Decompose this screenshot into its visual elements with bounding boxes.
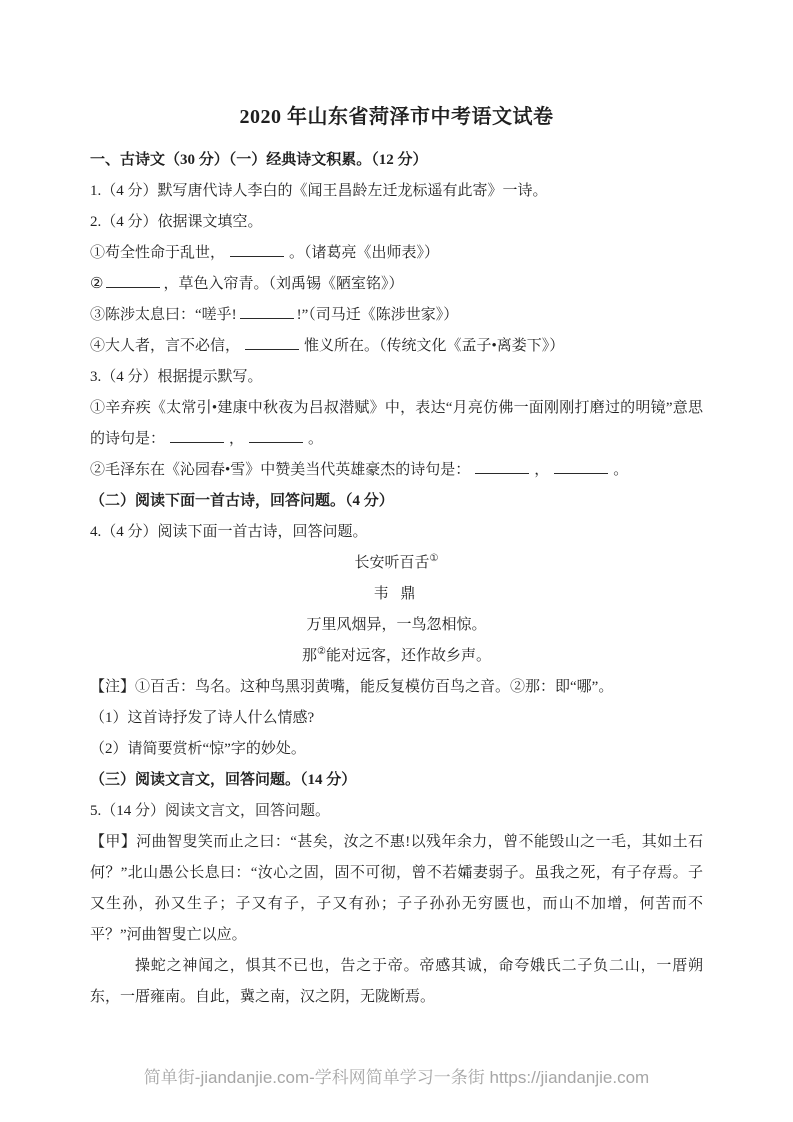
answer-blank — [106, 272, 160, 288]
text-segment: 能对远客，还作故乡声。 — [325, 648, 491, 664]
answer-blank — [249, 427, 303, 443]
answer-blank — [245, 334, 299, 350]
text-segment: 。（诸葛亮《出师表》） — [289, 245, 440, 261]
q3-stem: 3.（4 分）根据提示默写。 — [90, 369, 263, 385]
q4-sub-question-2: （2）请简要赏析“惊”字的妙处。 — [90, 741, 306, 757]
text-segment: ①苟全性命于乱世， — [90, 245, 226, 261]
footer-watermark: 简单街-jiandanjie.com-学科网简单学习一条街 https://jiandanjie.com — [143, 1068, 650, 1087]
text-segment: ， — [534, 462, 550, 478]
q2-item-1 — [90, 238, 703, 269]
poem-title — [90, 548, 703, 579]
doc-title: 2020 年山东省菏泽市中考语文试卷 — [239, 106, 554, 128]
q5-passage-2: 操蛇之神闻之，惧其不已也，告之于帝。帝感其诚，命夸娥氏二子负二山，一厝朔东，一厝雍南。自此，冀之南，汉之阴，无陇断焉。 — [90, 958, 703, 1005]
poem-line-2 — [90, 641, 703, 672]
answer-blank — [475, 458, 529, 474]
text-segment: ①辛弃疾《太常引•建康中秋夜为吕叔潜赋》中，表达“月亮仿佛一面刚刚打磨过的明镜”意思的诗句是： — [90, 400, 703, 447]
poem-title-text: 长安听百舌 — [354, 555, 430, 571]
footnote-marker: ② — [317, 646, 326, 657]
q3-item-2 — [90, 455, 703, 486]
section-1-heading: 一、古诗文（30 分）（一）经典诗文积累。（12 分） — [90, 152, 428, 168]
text-segment: ② — [90, 276, 104, 292]
section-3-heading: （三）阅读文言文，回答问题。（14 分） — [90, 772, 357, 788]
q2-item-3 — [90, 300, 703, 331]
text-segment: ②毛泽东在《沁园春•雪》中赞美当代英雄豪杰的诗句是： — [90, 462, 471, 478]
answer-blank — [240, 303, 294, 319]
text-segment: ，草色入帘青。（刘禹锡《陋室铭》） — [163, 276, 404, 292]
q5-stem: 5.（14 分）阅读文言文，回答问题。 — [90, 803, 331, 819]
text-segment: ， — [229, 431, 245, 447]
q4-sub-question-1: （1）这首诗抒发了诗人什么情感? — [90, 710, 315, 726]
poem-author: 韦 鼎 — [373, 586, 420, 602]
q5-passage-1: 【甲】河曲智叟笑而止之曰：“甚矣，汝之不惠!以残年余力，曾不能毁山之一毛，其如土石何？”北山愚公长息曰：“汝心之固，固不可彻，曾不若孀妻弱子。虽我之死，有子存焉。子又生孙，孙又生子；子又有子，子又有孙；子子孙孙无穷匮也，而山不加增，何苦而不平？”河曲智叟亡以应。 — [90, 834, 703, 943]
text-segment: ④大人者，言不必信， — [90, 338, 241, 354]
section-2-heading: （二）阅读下面一首古诗，回答问题。（4 分） — [90, 493, 394, 509]
poem-note: 【注】①百舌：鸟名。这种鸟黑羽黄嘴，能反复模仿百鸟之音。②那：即“哪”。 — [90, 679, 614, 695]
poem-block — [90, 548, 703, 672]
q1-stem: 1.（4 分）默写唐代诗人李白的《闻王昌龄左迁龙标遥有此寄》一诗。 — [90, 183, 548, 199]
answer-blank — [554, 458, 608, 474]
q2-stem: 2.（4 分）依据课文填空。 — [90, 214, 263, 230]
q3-item-1 — [90, 393, 703, 455]
text-segment: 。 — [613, 462, 629, 478]
q2-item-2 — [90, 269, 703, 300]
exam-content — [90, 145, 703, 1013]
text-segment: 那 — [302, 648, 318, 664]
text-segment: !”（司马迁《陈涉世家》） — [296, 307, 459, 323]
text-segment: 。 — [308, 431, 324, 447]
q2-item-4 — [90, 331, 703, 362]
answer-blank — [230, 241, 284, 257]
poem-line-1: 万里风烟异，一鸟忽相惊。 — [306, 617, 487, 633]
footnote-marker: ① — [429, 553, 439, 564]
answer-blank — [170, 427, 224, 443]
text-segment: ③陈涉太息曰：“嗟乎! — [90, 307, 237, 323]
text-segment: 惟义所在。（传统文化《孟子•离娄下》） — [304, 338, 565, 354]
q4-stem: 4.（4 分）阅读下面一首古诗，回答问题。 — [90, 524, 368, 540]
